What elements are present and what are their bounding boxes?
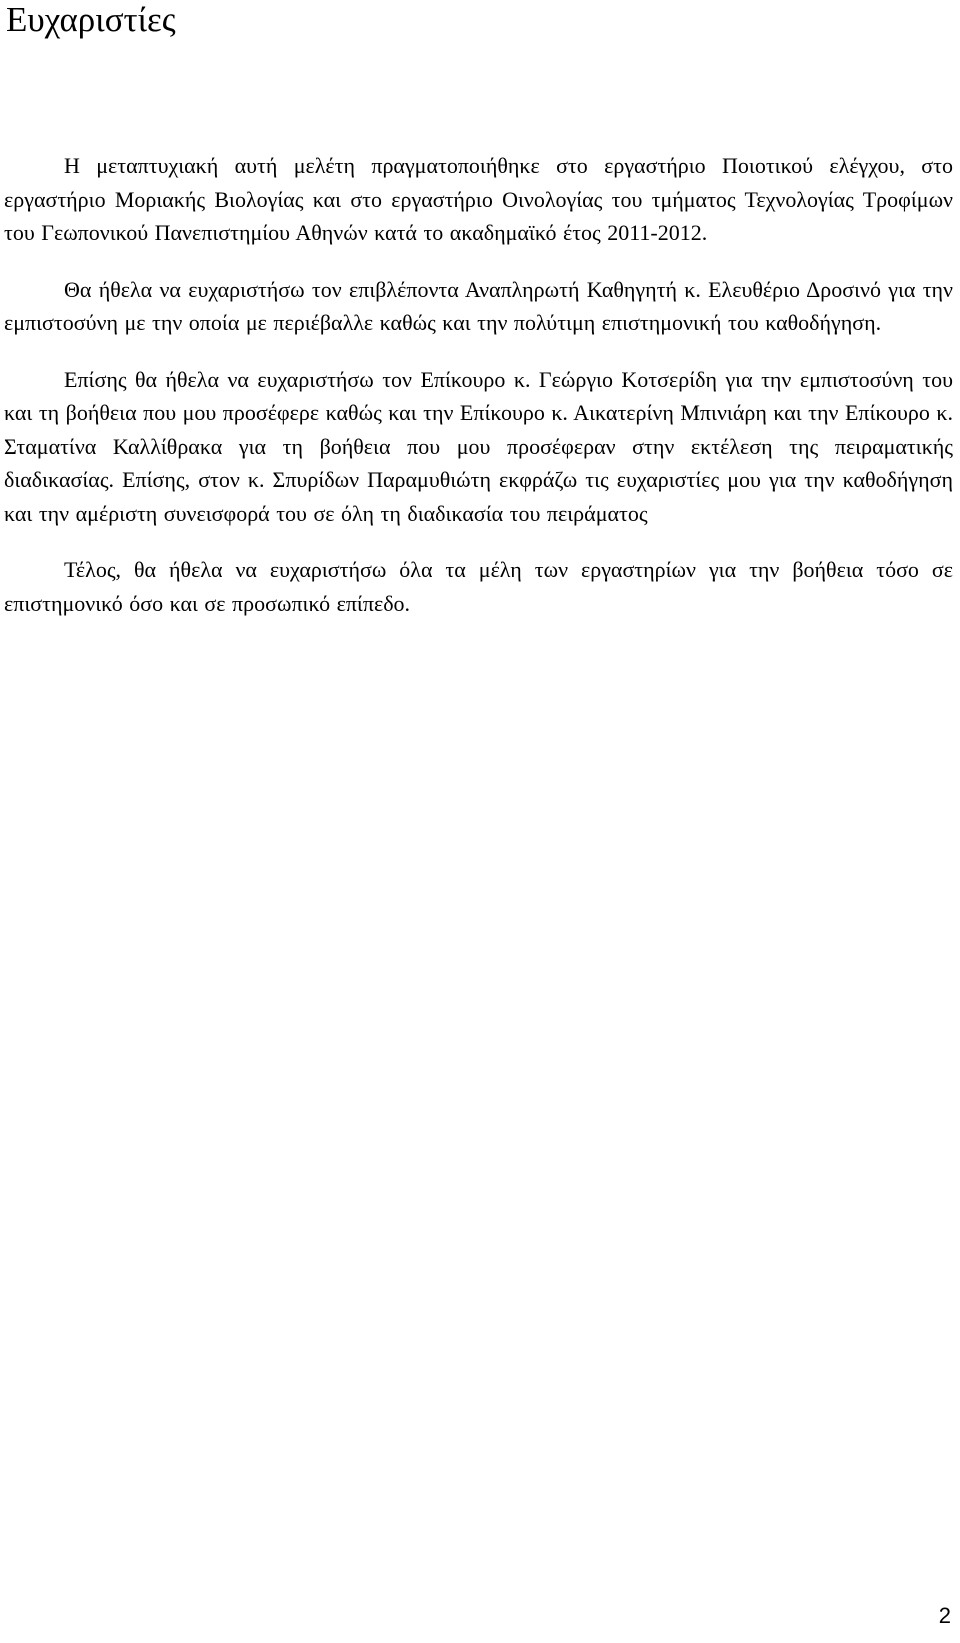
page-title: Ευχαριστίες — [6, 0, 176, 39]
paragraph-supervisor-thanks: Θα ήθελα να ευχαριστήσω τον επιβλέποντα Αναπληρωτή Καθηγητή κ. Ελευθέριο Δροσινό για την εμπιστοσύνη με την οποία με περιέβαλλε καθώς και την πολύτιμη επιστημονική του καθοδήγηση. — [4, 276, 953, 335]
paragraph-lab-members-thanks: Τέλος, θα ήθελα να ευχαριστήσω όλα τα μέλη των εργαστηρίων για την βοήθεια τόσο σε επιστημονικό όσο και σε προσωπικό επίπεδο. — [4, 557, 953, 616]
acknowledgements-body — [4, 149, 953, 620]
paragraph-colleagues-thanks: Επίσης θα ήθελα να ευχαριστήσω τον Επίκουρο κ. Γεώργιο Κοτσερίδη για την εμπιστοσύνη του και τη βοήθεια που μου προσέφερε καθώς και την Επίκουρο κ. Αικατερίνη Μπινιάρη και την Επίκουρο κ. Σταματίνα Καλλίθρακα για τη βοήθεια που μου προσέφεραν στην εκτέλεση της πειραματικής διαδικασίας. Επίσης, στον κ. Σπυρίδων Παραμυθιώτη εκφράζω τις ευχαριστίες μου για την καθοδήγηση και την αμέριστη συνεισφορά του σε όλη τη διαδικασία του πειράματος — [4, 366, 953, 526]
page-number: 2 — [938, 1603, 951, 1628]
paragraph-study-context: Η μεταπτυχιακή αυτή μελέτη πραγματοποιήθηκε στο εργαστήριο Ποιοτικού ελέγχου, στο εργαστήριο Μοριακής Βιολογίας και στο εργαστήριο Οινολογίας του τμήματος Τεχνολογίας Τροφίμων του Γεωπονικού Πανεπιστημίου Αθηνών κατά το ακαδημαϊκό έτος 2011-2012. — [4, 153, 953, 245]
